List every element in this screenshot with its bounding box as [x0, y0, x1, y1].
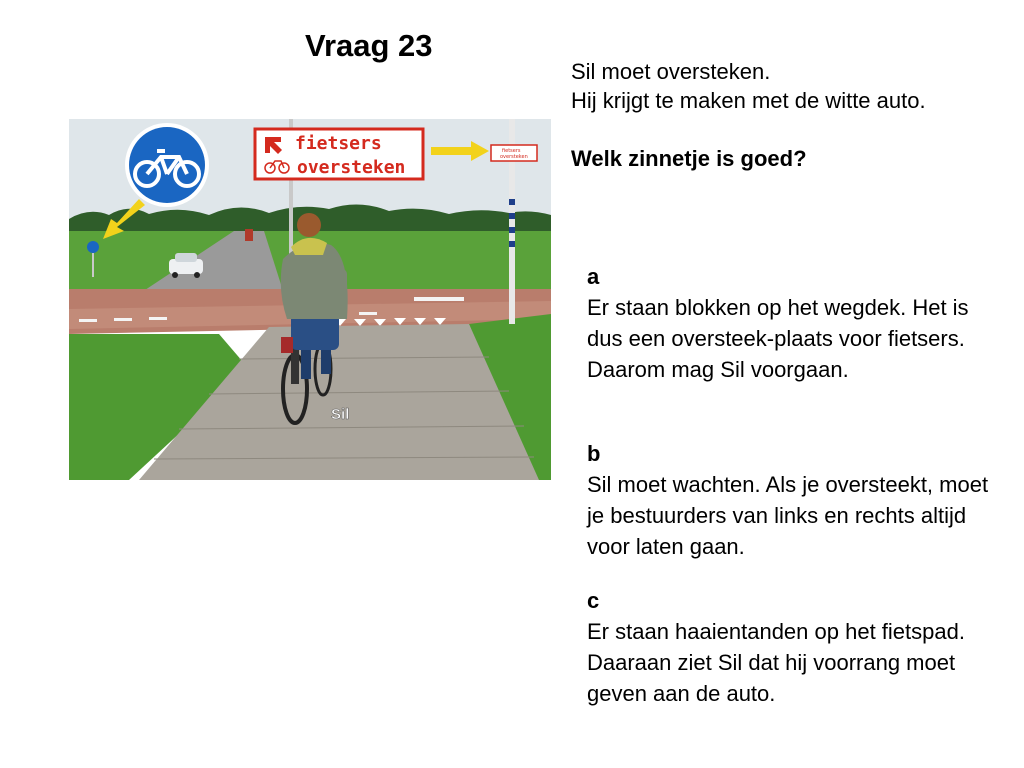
option-text: Er staan blokken op het wegdek. Het is dus een oversteek-plaats voor fietsers. Daarom mag Sil voorgaan. — [587, 295, 969, 382]
intro-line-2: Hij krijgt te maken met de witte auto. — [571, 88, 926, 113]
option-letter: b — [587, 441, 601, 466]
option-letter: a — [587, 264, 600, 289]
question-prompt: Welk zinnetje is goed? — [571, 146, 807, 171]
sil-label: Sil — [331, 406, 350, 423]
distant-truck — [245, 229, 253, 241]
sign-text-line-1: fietsers — [295, 133, 382, 154]
answer-option-a[interactable] — [587, 261, 1007, 385]
small-fietsers-sign — [491, 145, 537, 161]
small-sign-text-2: oversteken — [500, 154, 528, 160]
option-text: Sil moet wachten. Als je oversteekt, moet je bestuurders van links en rechts altijd voor laten gaan. — [587, 472, 989, 559]
cycle-path-sign — [125, 123, 209, 207]
fietsers-oversteken-sign — [255, 129, 423, 179]
option-letter: c — [587, 588, 600, 613]
sign-text-line-2: oversteken — [297, 157, 406, 178]
page-title: Vraag 23 — [305, 28, 433, 63]
traffic-photo — [69, 119, 551, 480]
question-intro — [571, 57, 1011, 173]
option-text: Er staan haaientanden op het fietspad. Daaraan ziet Sil dat hij voorrang moet geven aan de auto. — [587, 619, 965, 706]
answer-option-b[interactable] — [587, 438, 1007, 562]
intro-line-1: Sil moet oversteken. — [571, 59, 771, 84]
small-blue-sign — [87, 241, 99, 253]
answer-option-c[interactable] — [587, 585, 1007, 709]
small-sign-text-1: fietsers — [502, 148, 521, 154]
